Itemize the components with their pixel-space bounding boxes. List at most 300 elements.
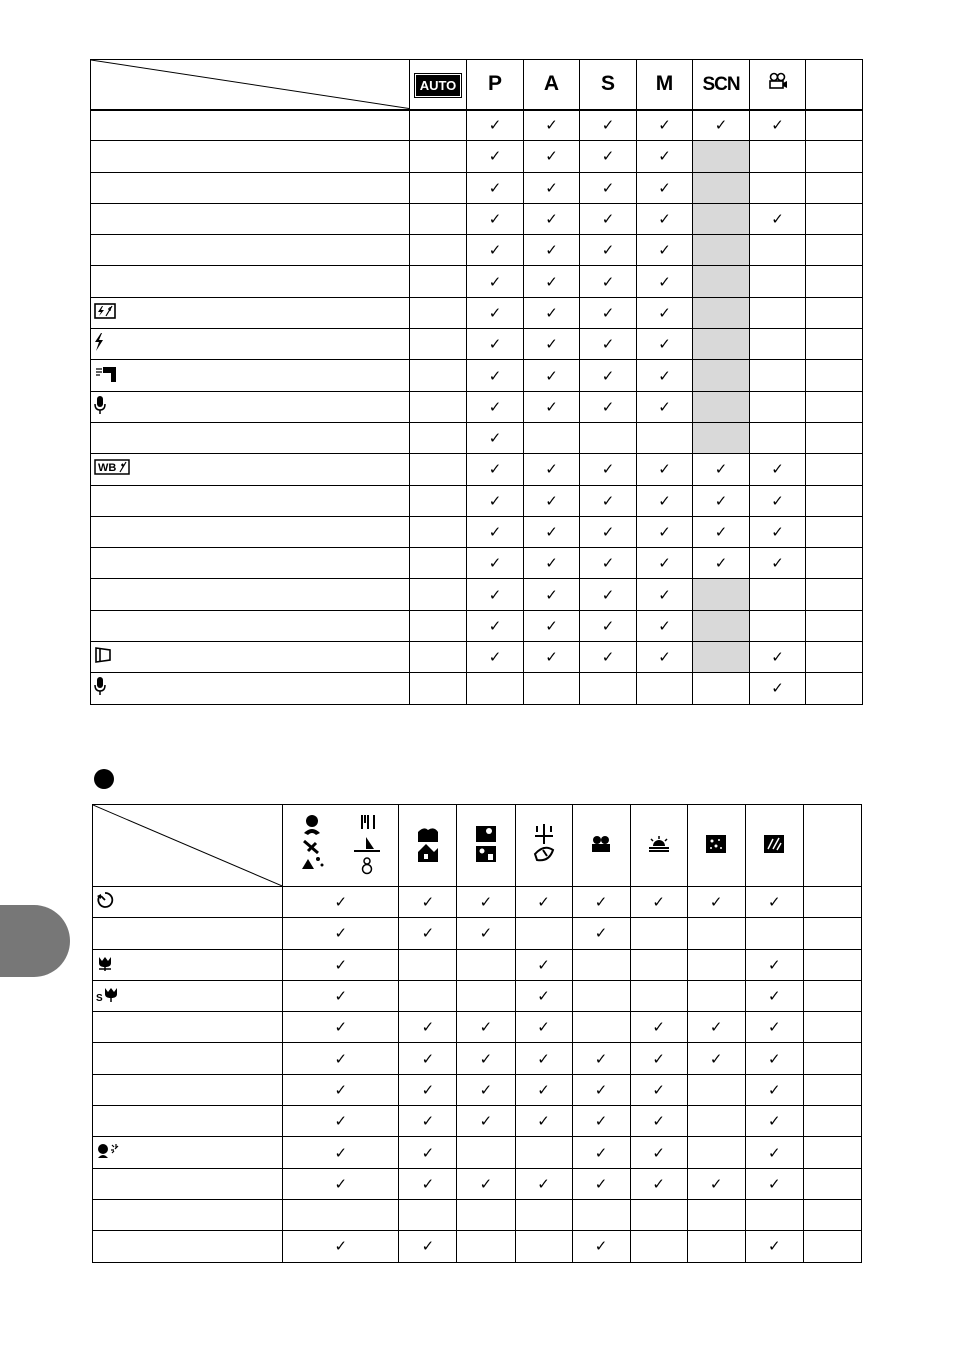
col-candle bbox=[515, 805, 572, 887]
check-cell bbox=[750, 110, 806, 141]
empty-cell bbox=[693, 610, 750, 641]
checkmark-icon: ✓ bbox=[601, 397, 615, 416]
scene-mode-function-table bbox=[92, 804, 862, 1263]
check-cell bbox=[467, 141, 524, 172]
check-cell bbox=[745, 949, 803, 980]
check-cell bbox=[630, 1043, 687, 1074]
row-label bbox=[93, 1168, 283, 1199]
check-cell bbox=[637, 548, 693, 579]
col-p: P bbox=[467, 60, 524, 110]
checkmark-icon: ✓ bbox=[537, 1174, 550, 1193]
check-cell bbox=[467, 110, 524, 141]
check-cell bbox=[524, 329, 580, 360]
row-label bbox=[91, 297, 410, 328]
empty-cell bbox=[687, 1106, 745, 1137]
checkmark-icon: ✓ bbox=[658, 116, 671, 135]
checkmark-icon: ✓ bbox=[421, 1143, 435, 1162]
table-row bbox=[91, 329, 863, 360]
check-cell bbox=[572, 1168, 630, 1199]
table-row bbox=[91, 454, 863, 485]
chapter-tab bbox=[0, 905, 70, 977]
empty-cell bbox=[693, 235, 750, 266]
check-cell bbox=[580, 266, 637, 297]
check-cell bbox=[467, 203, 524, 234]
empty-cell bbox=[803, 1012, 861, 1043]
checkmark-icon: ✓ bbox=[545, 366, 558, 385]
col-m: M bbox=[637, 60, 693, 110]
empty-cell bbox=[687, 980, 745, 1011]
check-cell bbox=[693, 548, 750, 579]
check-cell bbox=[457, 1168, 515, 1199]
check-cell bbox=[283, 887, 399, 918]
row-label bbox=[91, 391, 410, 422]
checkmark-icon: ✓ bbox=[658, 241, 671, 260]
check-cell bbox=[580, 235, 637, 266]
check-cell bbox=[580, 516, 637, 547]
check-cell bbox=[637, 110, 693, 141]
empty-cell bbox=[572, 980, 630, 1011]
checkmark-icon: ✓ bbox=[488, 272, 502, 291]
empty-cell bbox=[410, 610, 467, 641]
wb-adjust-icon bbox=[94, 459, 130, 479]
empty-cell bbox=[467, 673, 524, 704]
check-cell bbox=[399, 918, 457, 949]
check-cell bbox=[745, 1106, 803, 1137]
check-cell bbox=[637, 297, 693, 328]
empty-cell bbox=[580, 673, 637, 704]
check-cell bbox=[637, 360, 693, 391]
empty-cell bbox=[410, 642, 467, 673]
checkmark-icon: ✓ bbox=[658, 585, 671, 604]
col-auto bbox=[410, 60, 467, 110]
empty-cell bbox=[803, 1168, 861, 1199]
empty-cell bbox=[750, 141, 806, 172]
check-cell bbox=[524, 266, 580, 297]
empty-cell bbox=[637, 422, 693, 453]
check-cell bbox=[687, 1168, 745, 1199]
check-cell bbox=[467, 266, 524, 297]
empty-cell bbox=[750, 235, 806, 266]
check-cell bbox=[745, 1231, 803, 1262]
checkmark-icon: ✓ bbox=[658, 523, 671, 541]
check-cell bbox=[467, 235, 524, 266]
empty-cell bbox=[806, 203, 863, 234]
check-cell bbox=[750, 642, 806, 673]
checkmark-icon: ✓ bbox=[594, 1080, 608, 1099]
row-label bbox=[93, 887, 283, 918]
row-label bbox=[91, 673, 410, 704]
empty-cell bbox=[410, 360, 467, 391]
check-cell bbox=[524, 579, 580, 610]
candle-icon bbox=[531, 824, 557, 864]
empty-cell bbox=[399, 980, 457, 1011]
check-cell bbox=[524, 110, 580, 141]
empty-cell bbox=[693, 391, 750, 422]
empty-cell bbox=[693, 673, 750, 704]
table-row bbox=[91, 266, 863, 297]
checkmark-icon: ✓ bbox=[658, 178, 671, 197]
table-row bbox=[91, 391, 863, 422]
empty-cell bbox=[806, 422, 863, 453]
empty-cell bbox=[803, 1074, 861, 1105]
checkmark-icon: ✓ bbox=[537, 893, 550, 912]
check-cell bbox=[515, 1043, 572, 1074]
check-cell bbox=[637, 642, 693, 673]
empty-cell bbox=[806, 391, 863, 422]
col-movie bbox=[750, 60, 806, 110]
row-label bbox=[91, 516, 410, 547]
check-cell bbox=[572, 1137, 630, 1168]
check-cell bbox=[580, 642, 637, 673]
empty-cell bbox=[806, 485, 863, 516]
checkmark-icon: ✓ bbox=[334, 1080, 348, 1099]
col-fireworks bbox=[687, 805, 745, 887]
checkmark-icon: ✓ bbox=[652, 1049, 665, 1068]
face-detect-icon bbox=[96, 1142, 120, 1164]
night-icons bbox=[474, 824, 498, 864]
checkmark-icon: ✓ bbox=[545, 460, 558, 479]
check-cell bbox=[572, 1106, 630, 1137]
checkmark-icon: ✓ bbox=[709, 1174, 723, 1193]
col-behind-glass bbox=[745, 805, 803, 887]
check-cell bbox=[515, 1106, 572, 1137]
checkmark-icon: ✓ bbox=[652, 1143, 665, 1162]
row-label bbox=[91, 485, 410, 516]
checkmark-icon: ✓ bbox=[767, 893, 781, 912]
checkmark-icon: ✓ bbox=[601, 491, 615, 510]
empty-cell bbox=[515, 1137, 572, 1168]
empty-cell bbox=[745, 918, 803, 949]
row-label bbox=[93, 1137, 283, 1168]
checkmark-icon: ✓ bbox=[421, 1080, 435, 1099]
checkmark-icon: ✓ bbox=[658, 616, 671, 635]
checkmark-icon: ✓ bbox=[714, 460, 728, 479]
checkmark-icon: ✓ bbox=[601, 366, 615, 385]
check-cell bbox=[399, 887, 457, 918]
check-cell bbox=[515, 887, 572, 918]
empty-cell bbox=[750, 172, 806, 203]
check-cell bbox=[693, 110, 750, 141]
checkmark-icon: ✓ bbox=[767, 1049, 781, 1068]
table-row bbox=[93, 980, 862, 1011]
empty-cell bbox=[745, 1199, 803, 1230]
row-label bbox=[93, 949, 283, 980]
table-row bbox=[93, 918, 862, 949]
check-cell bbox=[572, 1074, 630, 1105]
empty-cell bbox=[806, 579, 863, 610]
checkmark-icon: ✓ bbox=[488, 491, 502, 510]
checkmark-icon: ✓ bbox=[771, 116, 784, 135]
check-cell bbox=[515, 1168, 572, 1199]
check-cell bbox=[467, 391, 524, 422]
row-label bbox=[93, 1199, 283, 1230]
checkmark-icon: ✓ bbox=[652, 1112, 665, 1131]
empty-cell bbox=[410, 172, 467, 203]
checkmark-icon: ✓ bbox=[767, 1174, 781, 1193]
checkmark-icon: ✓ bbox=[601, 585, 615, 604]
empty-cell bbox=[630, 980, 687, 1011]
empty-cell bbox=[410, 548, 467, 579]
checkmark-icon: ✓ bbox=[488, 178, 502, 197]
check-cell bbox=[399, 1231, 457, 1262]
check-cell bbox=[399, 1168, 457, 1199]
row-label bbox=[93, 1012, 283, 1043]
landscape-icons bbox=[416, 824, 440, 864]
checkmark-icon: ✓ bbox=[421, 1237, 435, 1256]
checkmark-icon: ✓ bbox=[771, 679, 784, 698]
row-label bbox=[91, 141, 410, 172]
empty-cell bbox=[630, 949, 687, 980]
checkmark-icon: ✓ bbox=[488, 303, 502, 322]
super-macro-icon bbox=[96, 986, 120, 1006]
check-cell bbox=[283, 980, 399, 1011]
empty-cell bbox=[399, 949, 457, 980]
checkmark-icon: ✓ bbox=[334, 1112, 348, 1131]
checkmark-icon: ✓ bbox=[479, 1112, 493, 1131]
check-cell bbox=[457, 918, 515, 949]
empty-cell bbox=[803, 1199, 861, 1230]
row-label bbox=[91, 610, 410, 641]
checkmark-icon: ✓ bbox=[479, 1018, 493, 1037]
checkmark-icon: ✓ bbox=[594, 893, 608, 912]
empty-cell bbox=[524, 673, 580, 704]
checkmark-icon: ✓ bbox=[545, 397, 558, 416]
checkmark-icon: ✓ bbox=[652, 893, 665, 912]
check-cell bbox=[524, 141, 580, 172]
checkmark-icon: ✓ bbox=[767, 1112, 781, 1131]
empty-cell bbox=[750, 391, 806, 422]
empty-cell bbox=[750, 360, 806, 391]
empty-cell bbox=[806, 610, 863, 641]
checkmark-icon: ✓ bbox=[545, 116, 558, 135]
table-row bbox=[91, 579, 863, 610]
checkmark-icon: ✓ bbox=[771, 554, 784, 573]
check-cell bbox=[750, 454, 806, 485]
checkmark-icon: ✓ bbox=[658, 335, 671, 354]
flash-icon bbox=[94, 333, 104, 355]
checkmark-icon: ✓ bbox=[545, 241, 558, 260]
row-label bbox=[93, 1043, 283, 1074]
behind-glass-icon bbox=[764, 835, 784, 853]
check-cell bbox=[630, 1137, 687, 1168]
check-cell bbox=[750, 203, 806, 234]
empty-cell bbox=[410, 329, 467, 360]
checkmark-icon: ✓ bbox=[545, 210, 558, 229]
row-label bbox=[93, 1106, 283, 1137]
checkmark-icon: ✓ bbox=[658, 303, 671, 322]
check-cell bbox=[580, 203, 637, 234]
col-blank bbox=[806, 60, 863, 110]
check-cell bbox=[580, 391, 637, 422]
check-cell bbox=[630, 887, 687, 918]
checkmark-icon: ✓ bbox=[601, 116, 615, 135]
row-label bbox=[93, 980, 283, 1011]
empty-cell bbox=[630, 1231, 687, 1262]
check-cell bbox=[467, 422, 524, 453]
check-cell bbox=[457, 1106, 515, 1137]
check-cell bbox=[580, 579, 637, 610]
check-cell bbox=[580, 297, 637, 328]
empty-cell bbox=[806, 548, 863, 579]
check-cell bbox=[524, 516, 580, 547]
checkmark-icon: ✓ bbox=[767, 1018, 781, 1037]
check-cell bbox=[283, 918, 399, 949]
check-cell bbox=[399, 1137, 457, 1168]
row-label bbox=[91, 454, 410, 485]
checkmark-icon: ✓ bbox=[488, 241, 502, 260]
empty-cell bbox=[750, 422, 806, 453]
checkmark-icon: ✓ bbox=[658, 210, 671, 229]
check-cell bbox=[580, 172, 637, 203]
col-blank bbox=[803, 805, 861, 887]
check-cell bbox=[524, 235, 580, 266]
empty-cell bbox=[693, 329, 750, 360]
check-cell bbox=[457, 1074, 515, 1105]
checkmark-icon: ✓ bbox=[545, 272, 558, 291]
checkmark-icon: ✓ bbox=[771, 210, 784, 229]
empty-cell bbox=[806, 454, 863, 485]
col-landscape bbox=[399, 805, 457, 887]
row-label bbox=[91, 110, 410, 141]
checkmark-icon: ✓ bbox=[334, 893, 348, 912]
checkmark-icon: ✓ bbox=[601, 554, 615, 573]
checkmark-icon: ✓ bbox=[771, 523, 784, 541]
check-cell bbox=[399, 1106, 457, 1137]
checkmark-icon: ✓ bbox=[537, 1112, 550, 1131]
row-label bbox=[91, 329, 410, 360]
check-cell bbox=[524, 642, 580, 673]
table-row bbox=[91, 172, 863, 203]
check-cell bbox=[693, 485, 750, 516]
check-cell bbox=[467, 329, 524, 360]
check-cell bbox=[457, 1012, 515, 1043]
header-diagonal-cell bbox=[93, 805, 283, 887]
checkmark-icon: ✓ bbox=[709, 1049, 723, 1068]
check-cell bbox=[580, 141, 637, 172]
check-cell bbox=[524, 172, 580, 203]
check-cell bbox=[399, 1012, 457, 1043]
row-label bbox=[91, 360, 410, 391]
checkmark-icon: ✓ bbox=[714, 491, 728, 510]
checkmark-icon: ✓ bbox=[714, 554, 728, 573]
row-label bbox=[91, 266, 410, 297]
empty-cell bbox=[410, 485, 467, 516]
checkmark-icon: ✓ bbox=[334, 1049, 348, 1068]
checkmark-icon: ✓ bbox=[601, 210, 615, 229]
table-row bbox=[91, 297, 863, 328]
empty-cell bbox=[806, 329, 863, 360]
empty-cell bbox=[693, 422, 750, 453]
checkmark-icon: ✓ bbox=[488, 616, 502, 635]
empty-cell bbox=[399, 1199, 457, 1230]
checkmark-icon: ✓ bbox=[334, 924, 348, 943]
empty-cell bbox=[806, 642, 863, 673]
check-cell bbox=[283, 1231, 399, 1262]
check-cell bbox=[637, 610, 693, 641]
empty-cell bbox=[806, 673, 863, 704]
empty-cell bbox=[803, 1043, 861, 1074]
row-label bbox=[93, 1231, 283, 1262]
checkmark-icon: ✓ bbox=[488, 648, 502, 667]
checkmark-icon: ✓ bbox=[594, 1237, 608, 1256]
empty-cell bbox=[806, 266, 863, 297]
empty-cell bbox=[515, 918, 572, 949]
check-cell bbox=[399, 1074, 457, 1105]
checkmark-icon: ✓ bbox=[488, 554, 502, 573]
empty-cell bbox=[580, 422, 637, 453]
check-cell bbox=[524, 610, 580, 641]
check-cell bbox=[524, 297, 580, 328]
table-row bbox=[93, 887, 862, 918]
check-cell bbox=[283, 1137, 399, 1168]
empty-cell bbox=[524, 422, 580, 453]
microphone-icon bbox=[94, 396, 106, 418]
checkmark-icon: ✓ bbox=[545, 523, 558, 541]
checkmark-icon: ✓ bbox=[488, 429, 502, 448]
check-cell bbox=[457, 1043, 515, 1074]
row-label bbox=[91, 235, 410, 266]
check-cell bbox=[637, 203, 693, 234]
checkmark-icon: ✓ bbox=[601, 147, 615, 166]
empty-cell bbox=[410, 266, 467, 297]
checkmark-icon: ✓ bbox=[658, 460, 671, 479]
row-label bbox=[91, 422, 410, 453]
checkmark-icon: ✓ bbox=[658, 491, 671, 510]
table-row bbox=[93, 949, 862, 980]
check-cell bbox=[693, 454, 750, 485]
checkmark-icon: ✓ bbox=[594, 924, 608, 943]
table-row bbox=[93, 1074, 862, 1105]
checkmark-icon: ✓ bbox=[479, 1049, 493, 1068]
check-cell bbox=[745, 980, 803, 1011]
check-cell bbox=[467, 516, 524, 547]
empty-cell bbox=[750, 579, 806, 610]
check-cell bbox=[580, 548, 637, 579]
check-cell bbox=[467, 610, 524, 641]
table-row bbox=[93, 1231, 862, 1262]
empty-cell bbox=[410, 203, 467, 234]
shooting-mode-function-table bbox=[90, 59, 863, 705]
row-label bbox=[91, 172, 410, 203]
empty-cell bbox=[693, 642, 750, 673]
empty-cell bbox=[410, 141, 467, 172]
checkmark-icon: ✓ bbox=[601, 648, 615, 667]
empty-cell bbox=[693, 266, 750, 297]
checkmark-icon: ✓ bbox=[545, 554, 558, 573]
empty-cell bbox=[687, 1231, 745, 1262]
checkmark-icon: ✓ bbox=[601, 303, 615, 322]
checkmark-icon: ✓ bbox=[767, 1143, 781, 1162]
check-cell bbox=[283, 1106, 399, 1137]
col-a: A bbox=[524, 60, 580, 110]
table-row bbox=[93, 1199, 862, 1230]
checkmark-icon: ✓ bbox=[334, 1237, 348, 1256]
empty-cell bbox=[572, 1012, 630, 1043]
checkmark-icon: ✓ bbox=[421, 893, 435, 912]
empty-cell bbox=[572, 949, 630, 980]
checkmark-icon: ✓ bbox=[537, 955, 550, 974]
empty-cell bbox=[803, 1106, 861, 1137]
selfportrait-icon bbox=[590, 835, 612, 853]
check-cell bbox=[283, 1168, 399, 1199]
row-label bbox=[93, 918, 283, 949]
empty-cell bbox=[283, 1199, 399, 1230]
check-cell bbox=[524, 360, 580, 391]
check-cell bbox=[745, 887, 803, 918]
checkmark-icon: ✓ bbox=[601, 616, 615, 635]
check-cell bbox=[524, 485, 580, 516]
checkmark-icon: ✓ bbox=[601, 178, 615, 197]
